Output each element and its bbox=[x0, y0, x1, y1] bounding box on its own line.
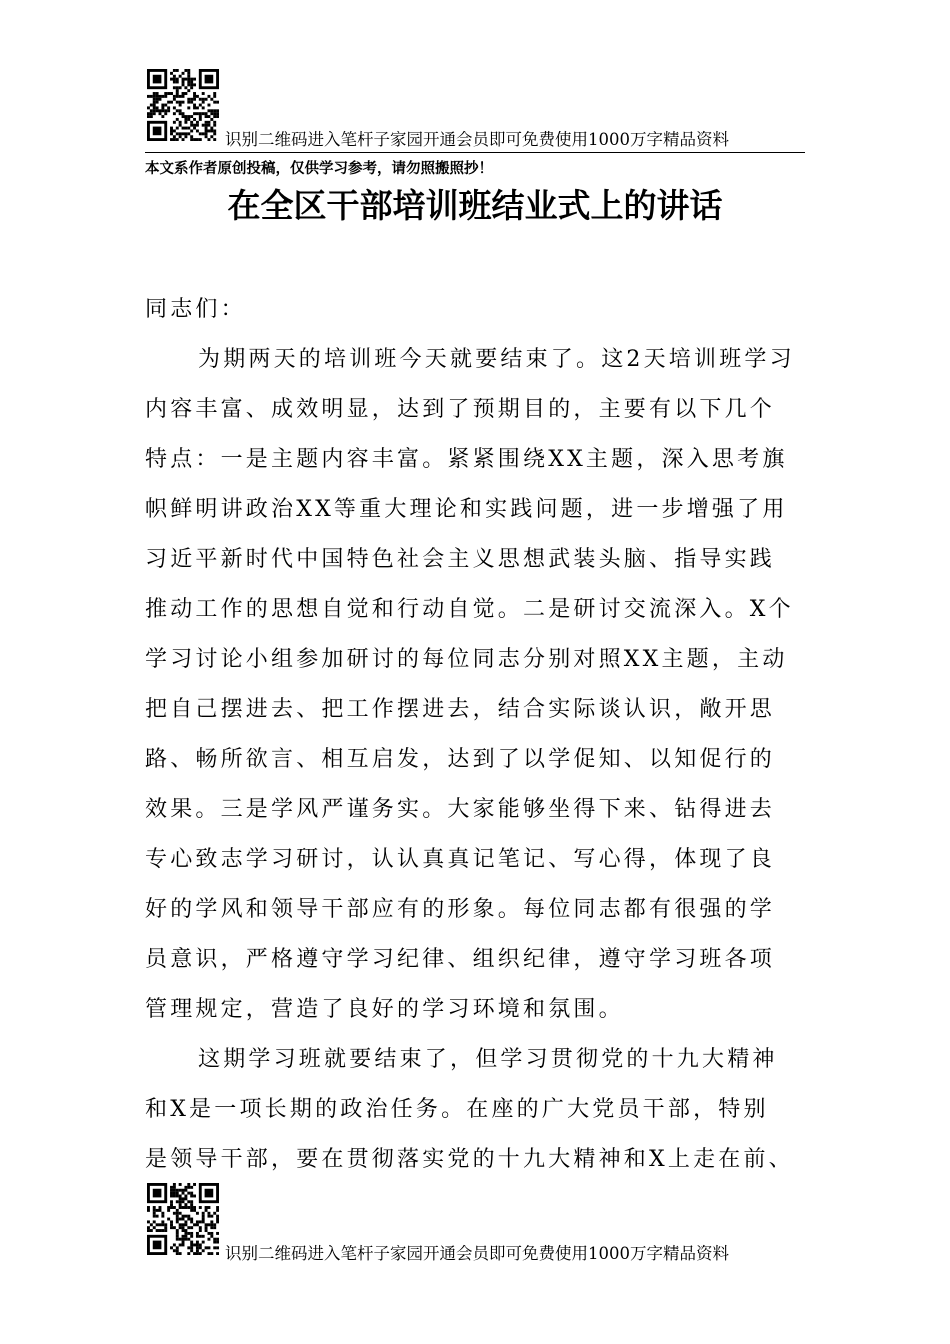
copyright-notice: 本文系作者原创投稿，仅供学习参考，请勿照搬照抄！ bbox=[145, 160, 493, 177]
paragraph-line: 推动工作的思想自觉和行动自觉。二是研讨交流深入。X个 bbox=[145, 597, 794, 622]
salutation: 同志们： bbox=[145, 297, 246, 322]
qr-code-icon[interactable] bbox=[147, 1183, 219, 1255]
paragraph-line: 为期两天的培训班今天就要结束了。这2天培训班学习 bbox=[198, 347, 795, 372]
paragraph-line: 这期学习班就要结束了，但学习贯彻党的十九大精神 bbox=[198, 1047, 778, 1072]
paragraph-line: 路、畅所欲言、相互启发，达到了以学促知、以知促行的 bbox=[145, 747, 776, 772]
document-title: 在全区干部培训班结业式上的讲话 bbox=[227, 186, 723, 225]
paragraph-line: 和X是一项长期的政治任务。在座的广大党员干部，特别 bbox=[145, 1097, 769, 1122]
paragraph-line: 内容丰富、成效明显，达到了预期目的，主要有以下几个 bbox=[145, 397, 776, 422]
paragraph-line: 帜鲜明讲政治XX等重大理论和实践问题，进一步增强了用 bbox=[145, 497, 788, 522]
qr-code-graphic bbox=[147, 69, 219, 141]
paragraph-line: 是领导干部，要在贯彻落实党的十九大精神和X上走在前、 bbox=[145, 1147, 794, 1172]
paragraph-line: 特点：一是主题内容丰富。紧紧围绕XX主题，深入思考旗 bbox=[145, 447, 788, 472]
header-banner: 识别二维码进入笔杆子家园开通会员即可免费使用1000万字精品资料 bbox=[225, 130, 729, 149]
paragraph-line: 员意识，严格遵守学习纪律、组织纪律，遵守学习班各项 bbox=[145, 947, 776, 972]
paragraph-line: 效果。三是学风严谨务实。大家能够坐得下来、钻得进去 bbox=[145, 797, 776, 822]
document-body bbox=[145, 285, 825, 1185]
qr-code-icon[interactable] bbox=[147, 69, 219, 141]
header-divider bbox=[145, 152, 805, 153]
qr-code-graphic bbox=[147, 1183, 219, 1255]
paragraph-line: 习近平新时代中国特色社会主义思想武装头脑、指导实践 bbox=[145, 547, 776, 572]
paragraph-line: 专心致志学习研讨，认认真真记笔记、写心得，体现了良 bbox=[145, 847, 776, 872]
footer-banner: 识别二维码进入笔杆子家园开通会员即可免费使用1000万字精品资料 bbox=[225, 1244, 729, 1263]
paragraph-line: 管理规定，营造了良好的学习环境和氛围。 bbox=[145, 997, 624, 1022]
paragraph-line: 学习讨论小组参加研讨的每位同志分别对照XX主题，主动 bbox=[145, 647, 788, 672]
paragraph-line: 好的学风和领导干部应有的形象。每位同志都有很强的学 bbox=[145, 897, 776, 922]
paragraph-line: 把自己摆进去、把工作摆进去，结合实际谈认识，敞开思 bbox=[145, 697, 776, 722]
